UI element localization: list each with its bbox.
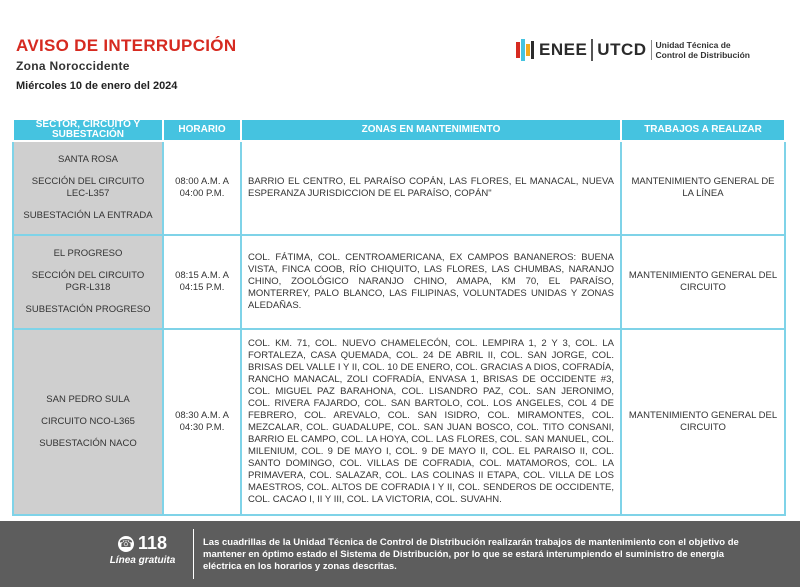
logo-subtitle-line2: Control de Distribución (655, 50, 750, 60)
hours-cell: 08:15 A.M. A 04:15 P.M. (163, 235, 241, 329)
notice-date: Miércoles 10 de enero del 2024 (16, 80, 178, 92)
footer-banner (0, 521, 800, 587)
sector-cell (13, 329, 163, 515)
table-row (13, 235, 785, 329)
substation-name: SUBESTACIÓN PROGRESO (25, 304, 151, 315)
hours-cell: 08:30 A.M. A 04:30 P.M. (163, 329, 241, 515)
sector-name: EL PROGRESO (53, 248, 123, 259)
substation-name: SUBESTACIÓN LA ENTRADA (23, 210, 153, 221)
header-sector: SECTOR, CIRCUITO Y SUBESTACIÓN (13, 119, 163, 141)
notice-title: AVISO DE INTERRUPCIÓN (16, 36, 237, 55)
footer-divider (193, 529, 194, 579)
hotline (100, 533, 185, 566)
works-cell: MANTENIMIENTO GENERAL DEL CIRCUITO (621, 235, 785, 329)
footer-notice: Las cuadrillas de la Unidad Técnica de Control de Distribución realizarán trabajos de mantenimiento con el objetivo de mantener en óptimo estado el Sistema de Distribución, por lo que se estará interumpiendo el suministro de energía eléctrica en los horarios y zonas descritas. (203, 537, 739, 572)
zones-cell: COL. KM. 71, COL. NUEVO CHAMELECÓN, COL. LEMPIRA 1, 2 Y 3, COL. LA FORTALEZA, CASA QUEMADA, COL. 24 DE ABRIL II, COL. SAN JORGE, COL. BRISAS DEL VALLE I Y II, COL. 10 DE ENERO, COL. GRACIAS A DIOS, COFRADÍA, RANCHO MANACAL, ZOLI COFRADÍA, ENVASA 1, BRISAS DE OCCIDENTE #3, COL. MIGUEL PAZ BARAHONA, COL. LISANDRO PAZ, COL. SAN JERONIMO, COL. RIVERA FAJARDO, COL. SAN BARTOLO, COL. LOS ANGELES, COL 4 DE FEBRERO, COL. AREVALO, COL. SAN ISIDRO, COL. MIRAMONTES, COL. MEZCALAR, COL. GUADALUPE, COL. SAN JUAN BOSCO, COL. TITO CONSANI, BARRIO EL CAMPO, COL. LA HOYA, COL. LAS FLORES, COL. SAN MANUEL, COL. MILENIUM, COL. 9 DE MAYO I, COL. 9 DE MAYO II, COL. EL PARAISO II, COL. SANTO DOMINGO, COL. VILLAS DE COFRADIA, COL. MATAMOROS, COL. LA PRIMAVERA, COL. SALAZAR, COL. LAS COLINAS II ETAPA, COL. VILLA DE LOS MAESTROS, COL. ALTOS DE COFRADIA I Y II, COL. SENDEROS DE OCCIDENTE, COL. CACAO I, II Y III, COL. LA VICTORIA, COL. SUVAHN. (241, 329, 621, 515)
table-row (13, 329, 785, 515)
circuit-name: SECCIÓN DEL CIRCUITO LEC-L357 (31, 176, 145, 199)
sector-name: SAN PEDRO SULA (46, 394, 130, 405)
logo-subtitle-line1: Unidad Técnica de (655, 40, 731, 50)
works-cell: MANTENIMIENTO GENERAL DEL CIRCUITO (621, 329, 785, 515)
zones-cell: BARRIO EL CENTRO, EL PARAÍSO COPÁN, LAS FLORES, EL MANACAL, NUEVA ESPERANZA JURISDICCION DE EL PARAÍSO, COPÁN" (241, 141, 621, 235)
logo-brand-enee: ENEE (539, 40, 588, 59)
page-header (0, 0, 800, 112)
maintenance-table (12, 118, 786, 516)
hotline-number: 118 (137, 533, 168, 553)
header-works: TRABAJOS A REALIZAR (621, 119, 785, 141)
substation-name: SUBESTACIÓN NACO (39, 438, 137, 449)
sector-name: SANTA ROSA (57, 154, 118, 165)
table-row (13, 141, 785, 235)
works-cell: MANTENIMIENTO GENERAL DE LA LÍNEA (621, 141, 785, 235)
sector-cell (13, 141, 163, 235)
hours-cell: 08:00 A.M. A 04:00 P.M. (163, 141, 241, 235)
enee-utcd-logo (516, 37, 750, 63)
phone-icon: ☎ (119, 537, 133, 550)
circuit-name: SECCIÓN DEL CIRCUITO PGR-L318 (31, 270, 145, 293)
logo-divider (591, 39, 593, 61)
zone-label: Zona Noroccidente (16, 59, 130, 73)
sector-cell (13, 235, 163, 329)
logo-brand-utcd: UTCD (597, 40, 647, 59)
table-header-row (13, 119, 785, 141)
logo-subtitle (651, 40, 750, 60)
hotline-label: Línea gratuita (109, 555, 176, 566)
header-zones: ZONAS EN MANTENIMIENTO (241, 119, 621, 141)
circuit-name: CIRCUITO NCO-L365 (41, 416, 135, 427)
zones-cell: COL. FÁTIMA, COL. CENTROAMERICANA, EX CAMPOS BANANEROS: BUENA VISTA, FINCA COOB, RÍO CHIQUITO, LAS FLORES, LAS CHUMBAS, NARANJO CHINO, ZOOLÓGICO NARANJO CHINO, AMAPA, KM 70, EL PARAÍSO, MONTERREY, PALO BLANCO, LAS FILIPINAS, VOLUNTADES UNIDAS Y ZONAS ALEDAÑAS. (241, 235, 621, 329)
header-hours: HORARIO (163, 119, 241, 141)
enee-logo-icon (516, 39, 534, 61)
